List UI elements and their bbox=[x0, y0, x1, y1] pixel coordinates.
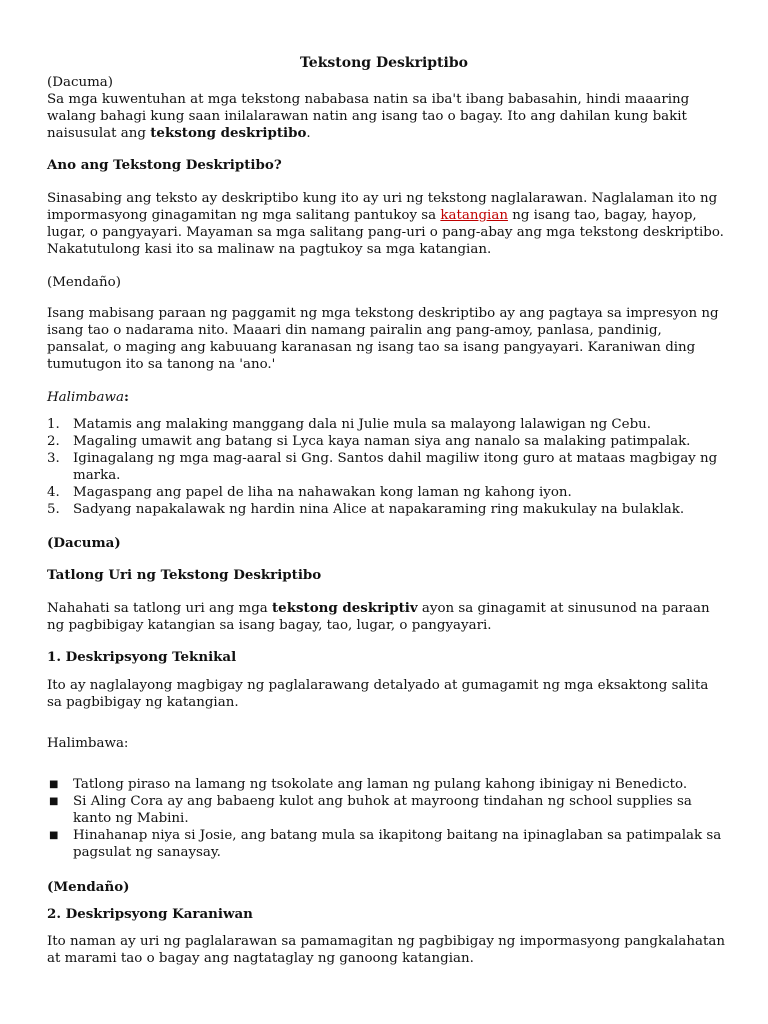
types-intro-bold: tekstong deskriptiv bbox=[272, 600, 418, 616]
square-bullet-icon: ■ bbox=[49, 779, 59, 790]
types-intro-after: ayon sa ginagamit at sinusunod na paraan ng pagbibigay katangian sa isang bagay, tao, lugar, o pangyayari. bbox=[47, 601, 710, 633]
intro-paragraph bbox=[47, 91, 727, 142]
list-item bbox=[47, 433, 727, 450]
heading-deskripsyong-teknikal: 1. Deskripsyong Teknikal bbox=[47, 649, 237, 665]
credit-mendano-1: (Mendaño) bbox=[47, 275, 121, 290]
list-item bbox=[47, 450, 727, 484]
list-item bbox=[47, 416, 727, 433]
heading-deskripsyong-karaniwan: 2. Deskripsyong Karaniwan bbox=[47, 906, 253, 922]
list-item-text: Si Aling Cora ay ang babaeng kulot ang buhok at mayroong tindahan ng school supplies sa kanto ng Mabini. bbox=[73, 794, 692, 826]
list-item bbox=[47, 484, 727, 501]
numbered-examples-list bbox=[47, 416, 727, 518]
list-item-text: Magaling umawit ang batang si Lyca kaya naman siya ang nanalo sa malaking patimpalak. bbox=[73, 434, 691, 449]
katangian-link[interactable]: katangian bbox=[440, 208, 508, 223]
list-number: 4. bbox=[47, 485, 60, 500]
types-intro-before: Nahahati sa tatlong uri ang mga bbox=[47, 601, 272, 616]
credit-mendano-2: (Mendaño) bbox=[47, 879, 130, 895]
definition-text-before: Sinasabing ang teksto ay deskriptibo kung ito ay uri ng tekstong naglalarawan. Naglalaman ito ng impormasyong ginagamitan ng mga salitang pantukoy sa bbox=[47, 191, 718, 223]
teknikal-paragraph: Ito ay naglalayong magbigay ng paglalarawang detalyado at gumagamit ng mga eksaktong salita sa pagbibigay ng katangian. bbox=[47, 678, 709, 710]
list-item-text: Matamis ang malaking manggang dala ni Julie mula sa malayong lalawigan ng Cebu. bbox=[73, 417, 652, 432]
list-item-text: Hinahanap niya si Josie, ang batang mula sa ikapitong baitang na ipinaglaban sa patimpalak sa pagsulat ng sanaysay. bbox=[73, 828, 722, 860]
list-item bbox=[47, 827, 727, 861]
square-bullet-icon: ■ bbox=[49, 830, 59, 841]
heading-tatlong-uri: Tatlong Uri ng Tekstong Deskriptibo bbox=[47, 567, 322, 583]
types-intro-paragraph bbox=[47, 600, 727, 634]
bullet-examples-list bbox=[47, 776, 727, 861]
list-item-text: Tatlong piraso na lamang ng tsokolate ang laman ng pulang kahong ibinigay ni Benedicto. bbox=[73, 777, 688, 792]
heading-ano-ang: Ano ang Tekstong Deskriptibo? bbox=[47, 157, 282, 173]
list-item-text: Magaspang ang papel de liha na nahawakan kong laman ng kahong iyon. bbox=[73, 485, 572, 500]
list-number: 5. bbox=[47, 502, 60, 517]
list-item-text: Iginagalang ng mga mag-aaral si Gng. Santos dahil magiliw itong guro at mataas magbigay ng marka. bbox=[73, 451, 718, 483]
credit-dacuma-2: (Dacuma) bbox=[47, 535, 121, 551]
list-number: 1. bbox=[47, 417, 60, 432]
halimbawa-label-1 bbox=[47, 389, 727, 406]
document-title: Tekstong Deskriptibo bbox=[300, 55, 468, 71]
list-item bbox=[47, 776, 727, 793]
halimbawa-label-2: Halimbawa: bbox=[47, 736, 129, 751]
karaniwan-paragraph: Ito naman ay uri ng paglalarawan sa pamamagitan ng pagbibigay ng impormasyong pangkalahatan at marami tao o bagay ang nagtataglay ng ganoong katangian. bbox=[47, 934, 725, 966]
credit-dacuma-1: (Dacuma) bbox=[47, 75, 113, 90]
list-number: 2. bbox=[47, 434, 60, 449]
halimbawa-colon: : bbox=[123, 389, 129, 405]
square-bullet-icon: ■ bbox=[49, 796, 59, 807]
halimbawa-italic: Halimbawa bbox=[47, 390, 124, 405]
definition-text-after: ng isang tao, bagay, hayop, lugar, o pangyayari. Mayaman sa mga salitang pang-uri o pang-abay ang mga tekstong deskriptibo. Nakatutulong kasi ito sa malinaw na pagtukoy sa mga katangian. bbox=[47, 208, 724, 257]
list-item-text: Sadyang napakalawak ng hardin nina Alice at napakaraming ring makukulay na bulaklak. bbox=[73, 502, 685, 517]
list-number: 3. bbox=[47, 451, 60, 466]
list-item bbox=[47, 793, 727, 827]
list-item bbox=[47, 501, 727, 518]
intro-end: . bbox=[306, 126, 311, 141]
definition-paragraph bbox=[47, 190, 727, 258]
intro-text: Sa mga kuwentuhan at mga tekstong nababasa natin sa iba't ibang babasahin, hindi maaaring walang bahagi kung saan inilalarawan natin ang isang tao o bagay. Ito ang dahilan kung bakit naisusulat ang bbox=[47, 92, 690, 141]
intro-bold-term: tekstong deskriptibo bbox=[150, 125, 307, 141]
impression-paragraph: Isang mabisang paraan ng paggamit ng mga tekstong deskriptibo ay ang pagtaya sa impresyon ng isang tao o nadarama nito. Maaari din namang pairalin ang pang-amoy, panlasa, pandinig, pansalat, o maging ang kabuuang karanasan ng isang tao sa isang pangyayari. Karaniwan ding tumutugon ito sa tanong na 'ano.' bbox=[47, 306, 719, 372]
